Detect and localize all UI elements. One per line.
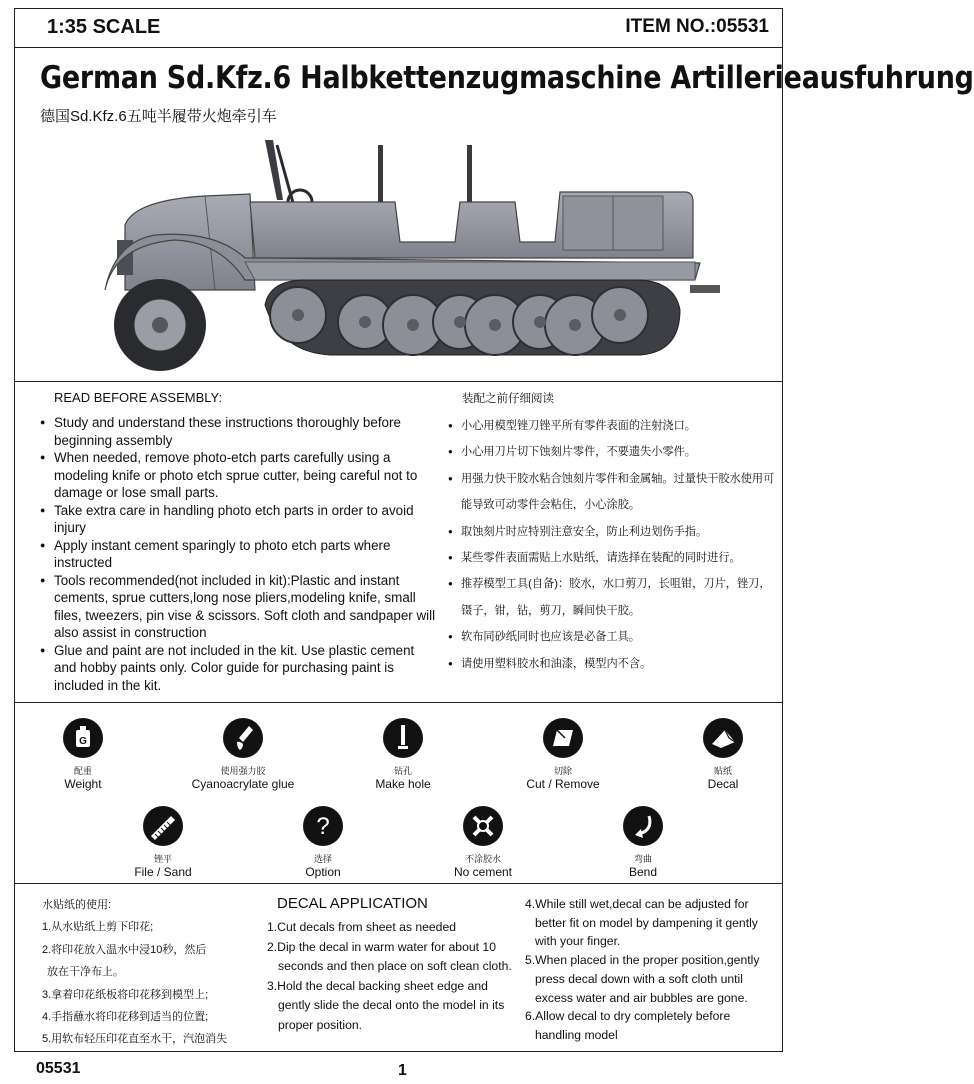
- image-divider: [14, 381, 783, 382]
- list-item: ● When needed, remove photo-etch parts carefully using a modeling knife or photo etch sprue cutter, being careful not to damage or lose small parts.: [40, 449, 440, 502]
- symbol-bend: 弯曲 Bend: [583, 806, 703, 879]
- symbol-cut: 切除 Cut / Remove: [503, 718, 623, 791]
- list-item: ● Apply instant cement sparingly to photo etch parts where instructed: [40, 537, 440, 572]
- svg-text:?: ?: [316, 813, 330, 840]
- decal-cn-title: 水贴纸的使用:: [42, 899, 112, 911]
- footer-item-code: 05531: [36, 1060, 81, 1077]
- list-item: 3.Hold the decal backing sheet edge and gently slide the decal onto the model in its proper position.: [267, 978, 505, 1032]
- question-icon: [303, 806, 343, 846]
- decal-en-steps-left: [267, 918, 522, 1036]
- list-item: ● 软布同砂纸同时也应该是必备工具。: [448, 624, 778, 650]
- svg-text:G: G: [79, 736, 87, 747]
- instructions-divider: [14, 702, 783, 703]
- bend-icon: [623, 806, 663, 846]
- list-item: ● 推荐模型工具(自备)：胶水，水口剪刀，长咀钳，刀片，锉刀，镊子，钳，钻，剪刀，瞬间快干胶。: [448, 571, 778, 624]
- symbol-decal: 贴纸 Decal: [663, 718, 783, 791]
- decal-icon: [703, 718, 743, 758]
- vehicle-illustration: [95, 130, 735, 375]
- symbol-weight: G 配重 Weight: [23, 718, 143, 791]
- page-number: 1: [398, 1062, 407, 1079]
- list-item: ● 取蚀刻片时应特别注意安全，防止利边划伤手指。: [448, 519, 778, 545]
- scale-label: 1:35 SCALE: [47, 16, 161, 38]
- header-divider: [14, 47, 783, 48]
- list-item: ● 某些零件表面需贴上水贴纸，请选择在装配的同时进行。: [448, 545, 778, 571]
- cut-icon: [543, 718, 583, 758]
- page-title: German Sd.Kfz.6 Halbkettenzugmaschine Artillerieausfuhrung: [40, 60, 974, 96]
- read-before-title: READ BEFORE ASSEMBLY:: [54, 390, 223, 405]
- item-number: ITEM NO.:05531: [625, 16, 769, 37]
- list-item: 1.从水贴纸上剪下印花;: [42, 921, 154, 934]
- list-item: 放在干净布上。: [47, 966, 124, 979]
- decal-cn-section: [42, 894, 227, 1051]
- symbol-option: ? 选择 Option: [263, 806, 383, 879]
- instructions-en-list: [40, 414, 440, 694]
- decal-application-title: DECAL APPLICATION: [277, 895, 428, 912]
- list-item: 5.用软布轻压印花直至水干，汽泡消失: [42, 1033, 228, 1046]
- list-item: ● Take extra care in handling photo etch parts in order to avoid injury: [40, 502, 440, 537]
- list-item: 1.Cut decals from sheet as needed: [267, 920, 457, 934]
- page-subtitle-cn: 德国Sd.Kfz.6五吨半履带火炮牵引车: [40, 108, 277, 125]
- list-item: 4.手指蘸水将印花移到适当的位置;: [42, 1011, 209, 1024]
- list-item: 3.拿着印花纸板将印花移到模型上;: [42, 988, 209, 1001]
- decal-en-steps-right: [525, 895, 775, 1045]
- list-item: ● Study and understand these instructions thoroughly before beginning assembly: [40, 414, 440, 449]
- weight-icon: [63, 718, 103, 758]
- read-before-title-cn: 装配之前仔细阅读: [462, 393, 554, 405]
- symbol-glue: 使用强力胶 Cyanoacrylate glue: [183, 718, 303, 791]
- list-item: ● 用强力快干胶水粘合蚀刻片零件和金属轴。过量快干胶水使用可能导致可动零件会粘住，小心涂胶。: [448, 466, 778, 519]
- drill-icon: [383, 718, 423, 758]
- list-item: 2.将印花放入温水中浸10秒，然后: [42, 943, 207, 956]
- file-icon: [143, 806, 183, 846]
- instructions-cn-list: [448, 413, 778, 677]
- symbol-no-cement: 不涂胶水 No cement: [423, 806, 543, 879]
- list-item: ● 小心用模型锉刀锉平所有零件表面的注射浇口。: [448, 413, 778, 439]
- symbols-divider: [14, 883, 783, 884]
- list-item: 4.While still wet,decal can be adjusted for better fit on model by dampening it gently with your finger.: [525, 897, 758, 949]
- list-item: ● Glue and paint are not included in the kit. Use plastic cement and hobby paints only. Color guide for purchasing paint is included in the kit.: [40, 642, 440, 695]
- symbol-file: 锉平 File / Sand: [103, 806, 223, 879]
- list-item: 5.When placed in the proper position,gently press decal down with a soft cloth until excess water and air bubbles are gone.: [525, 953, 760, 1005]
- glue-drop-icon: [223, 718, 263, 758]
- list-item: ● 小心用刀片切下蚀刻片零件，不要遗失小零件。: [448, 439, 778, 465]
- list-item: 6.Allow decal to dry completely before handling model: [525, 1009, 731, 1042]
- symbol-drill: 钻孔 Make hole: [343, 718, 463, 791]
- no-cement-icon: [463, 806, 503, 846]
- list-item: 2.Dip the decal in warm water for about 10 seconds and then place on soft clean cloth.: [267, 939, 512, 974]
- list-item: ● Tools recommended(not included in kit):Plastic and instant cements, sprue cutters,long nose pliers,modeling knife, small files, tweezers, pin vise & scissors. Soft cloth and sandpaper will also assist in construction: [40, 572, 440, 642]
- list-item: ● 请使用塑料胶水和油漆，模型内不含。: [448, 651, 778, 677]
